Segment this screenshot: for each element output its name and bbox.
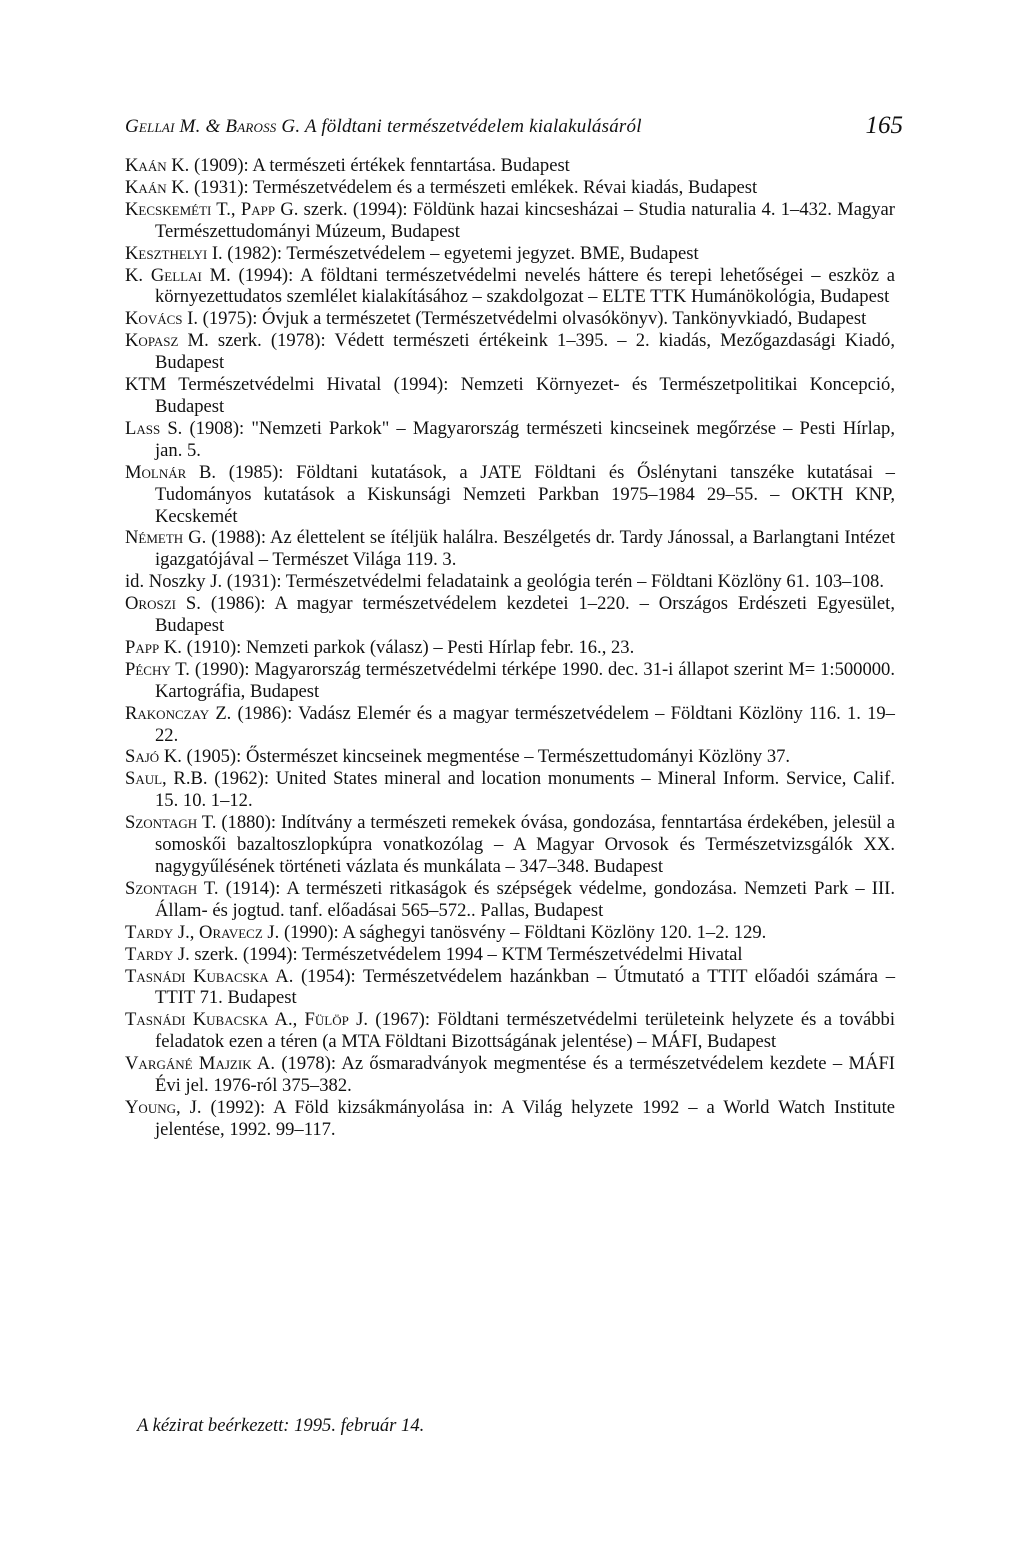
reference-entry bbox=[125, 659, 895, 703]
reference-author: Péchy T. bbox=[125, 658, 190, 680]
reference-author: Saul, R.B. bbox=[125, 768, 208, 790]
reference-entry bbox=[125, 812, 895, 878]
reference-text: (1967): Földtani természetvédelmi területeink helyzete és a további feladatok ezen a téren (a MTA Földtani Bizottságának jelentése) – MÁFI, Budapest bbox=[155, 1009, 895, 1053]
reference-entry bbox=[125, 199, 895, 243]
reference-entry bbox=[125, 703, 895, 747]
reference-text: (1986): A magyar természetvédelem kezdetei 1–220. – Országos Erdészeti Egyesület, Budapest bbox=[155, 593, 895, 637]
reference-text: (1909): A természeti értékek fenntartása. Budapest bbox=[189, 155, 570, 176]
reference-author: Vargáné Majzik A. bbox=[125, 1053, 275, 1075]
page-header bbox=[125, 112, 903, 146]
reference-text: (1990): A sághegyi tanösvény – Földtani Közlöny 120. 1–2. 129. bbox=[279, 921, 767, 943]
reference-text: szerk. (1978): Védett természeti értékeink 1–395. – 2. kiadás, Mezőgazdasági Kiadó, Budapest bbox=[155, 330, 895, 374]
reference-entry bbox=[125, 1009, 895, 1053]
reference-entry bbox=[125, 177, 895, 199]
reference-entry bbox=[125, 637, 895, 659]
reference-text: (1931): Természetvédelem és a természeti emlékek. Révai kiadás, Budapest bbox=[189, 176, 758, 198]
received-date-note: A kézirat beérkezett: 1995. február 14. bbox=[137, 1415, 425, 1436]
reference-entry bbox=[125, 265, 895, 309]
reference-text: (1978): Az ősmaradványok megmentése és a természetvédelem kezdete – MÁFI Évi jel. 1976-ról 375–382. bbox=[155, 1053, 896, 1097]
reference-text: KTM Természetvédelmi Hivatal (1994): Nemzeti Környezet- és Természetpolitikai Koncepció, Budapest bbox=[125, 374, 895, 417]
reference-author: Tasnádi Kubacska A. bbox=[125, 965, 294, 987]
reference-text: (1962): United States mineral and location monuments – Mineral Inform. Service, Calif. 15. 10. 1–12. bbox=[155, 768, 895, 812]
reference-text: (1986): Vadász Elemér és a magyar természetvédelem – Földtani Közlöny 116. 1. 19–22. bbox=[155, 702, 895, 746]
reference-author: Szontagh T. bbox=[125, 877, 219, 899]
reference-text: szerk. (1994): Földünk hazai kincsesházai – Studia naturalia 4. 1–432. Magyar Természettudományi Múzeum, Budapest bbox=[155, 198, 895, 242]
reference-entry bbox=[125, 308, 895, 330]
reference-text: (1988): Az élettelent se ítéljük halálra. Beszélgetés dr. Tardy Jánossal, a Barlangtani Intézet igazgatójával – Természet Világa 119. 3. bbox=[155, 527, 895, 571]
reference-author: Keszthelyi I. bbox=[125, 242, 223, 264]
reference-author: Tardy J., Oravecz J. bbox=[125, 921, 280, 943]
reference-text: (1910): Nemzeti parkok (válasz) – Pesti Hírlap febr. 16., 23. bbox=[181, 636, 635, 658]
reference-text: szerk. (1994): Természetvédelem 1994 – KTM Természetvédelmi Hivatal bbox=[189, 943, 743, 965]
reference-text: (1880): Indítvány a természeti remekek óvása, gondozása, fenntartása érdekében, jelesül a somoskői bazaltoszlopkúpra vonatkozólag – A Magyar Orvosok és Természetvizsgálók XX. nagygyűlésének történeti vázlata és munkálata – 347–348. Budapest bbox=[155, 812, 895, 877]
reference-entry bbox=[125, 571, 895, 593]
reference-entry bbox=[125, 878, 895, 922]
page-number: 165 bbox=[865, 112, 903, 139]
reference-entry bbox=[125, 746, 895, 768]
reference-entry bbox=[125, 922, 895, 944]
reference-entry bbox=[125, 593, 895, 637]
reference-author: K. Gellai M. bbox=[125, 264, 231, 286]
reference-text: (1908): "Nemzeti Parkok" – Magyarország természeti kincseinek megőrzése – Pesti Hírlap, jan. 5. bbox=[155, 417, 895, 461]
reference-text: (1990): Magyarország természetvédelmi térképe 1990. dec. 31-i állapot szerint M= 1:500000. Kartográfia, Budapest bbox=[155, 658, 895, 702]
reference-author: Kopasz M. bbox=[125, 330, 209, 352]
reference-author: Tasnádi Kubacska A., Fülöp J. bbox=[125, 1009, 368, 1031]
reference-text: (1985): Földtani kutatások, a JATE Földtani és Őslénytani tanszéke kutatásai – Tudományos kutatások a Kiskunsági Nemzeti Parkban 1975–1984 29–55. – OKTH KNP, Kecskemét bbox=[155, 461, 895, 527]
reference-entry bbox=[125, 1053, 895, 1097]
reference-author: Kaán K. bbox=[125, 176, 190, 198]
reference-author: Kaán K. bbox=[125, 155, 190, 176]
running-head-title: A földtani természetvédelem kialakulásáról bbox=[304, 116, 642, 137]
reference-author: Sajó K. bbox=[125, 746, 182, 768]
reference-entry bbox=[125, 1097, 895, 1141]
running-head bbox=[125, 116, 642, 138]
reference-entry bbox=[125, 527, 895, 571]
reference-author: Kovács I. bbox=[125, 308, 198, 330]
reference-author: Molnár B. bbox=[125, 461, 217, 483]
reference-entry bbox=[125, 768, 895, 812]
reference-entry bbox=[125, 155, 895, 177]
reference-author: Rakonczay Z. bbox=[125, 702, 232, 724]
reference-text: (1994): A földtani természetvédelmi nevelés háttere és terepi lehetőségei – eszköz a környezettudatos szemlélet kialakításához – szakdolgozat – ELTE TTK Humánökológia, Budapest bbox=[155, 264, 895, 308]
reference-list bbox=[125, 155, 895, 1141]
reference-entry bbox=[125, 418, 895, 462]
reference-entry bbox=[125, 462, 895, 528]
reference-entry bbox=[125, 966, 895, 1010]
reference-text: (1975): Óvjuk a természetet (Természetvédelmi olvasókönyv). Tankönyvkiadó, Budapest bbox=[197, 308, 867, 330]
reference-entry bbox=[125, 243, 895, 265]
reference-author: Lass S. bbox=[125, 417, 183, 439]
reference-author: Szontagh T. bbox=[125, 812, 217, 834]
reference-text: (1982): Természetvédelem – egyetemi jegyzet. BME, Budapest bbox=[222, 242, 699, 264]
reference-author: Young, J. bbox=[125, 1096, 202, 1118]
reference-author: Papp K. bbox=[125, 636, 182, 658]
reference-author: Németh G. bbox=[125, 527, 207, 549]
reference-text: (1954): Természetvédelem hazánkban – Útmutató a TTIT előadói számára – TTIT 71. Budapest bbox=[155, 965, 895, 1009]
reference-author: Tardy J. bbox=[125, 943, 190, 965]
reference-text: (1914): A természeti ritkaságok és szépségek védelme, gondozása. Nemzeti Park – III. Állam- és jogtud. tanf. előadásai 565–572.. Pallas, Budapest bbox=[155, 877, 896, 921]
reference-text: id. Noszky J. (1931): Természetvédelmi feladataink a geológia terén – Földtani Közlöny 61. 103–108. bbox=[125, 571, 884, 593]
reference-entry bbox=[125, 374, 895, 418]
reference-author: Kecskeméti T., Papp G. bbox=[125, 198, 299, 220]
reference-entry bbox=[125, 944, 895, 966]
reference-text: (1905): Őstermészet kincseinek megmentése – Természettudományi Közlöny 37. bbox=[181, 746, 791, 768]
reference-entry bbox=[125, 330, 895, 374]
reference-author: Oroszi S. bbox=[125, 593, 201, 615]
reference-text: (1992): A Föld kizsákmányolása in: A Világ helyzete 1992 – a World Watch Institute jelentése, 1992. 99–117. bbox=[155, 1096, 895, 1140]
running-head-authors: Gellai M. & Baross G. bbox=[125, 116, 301, 137]
